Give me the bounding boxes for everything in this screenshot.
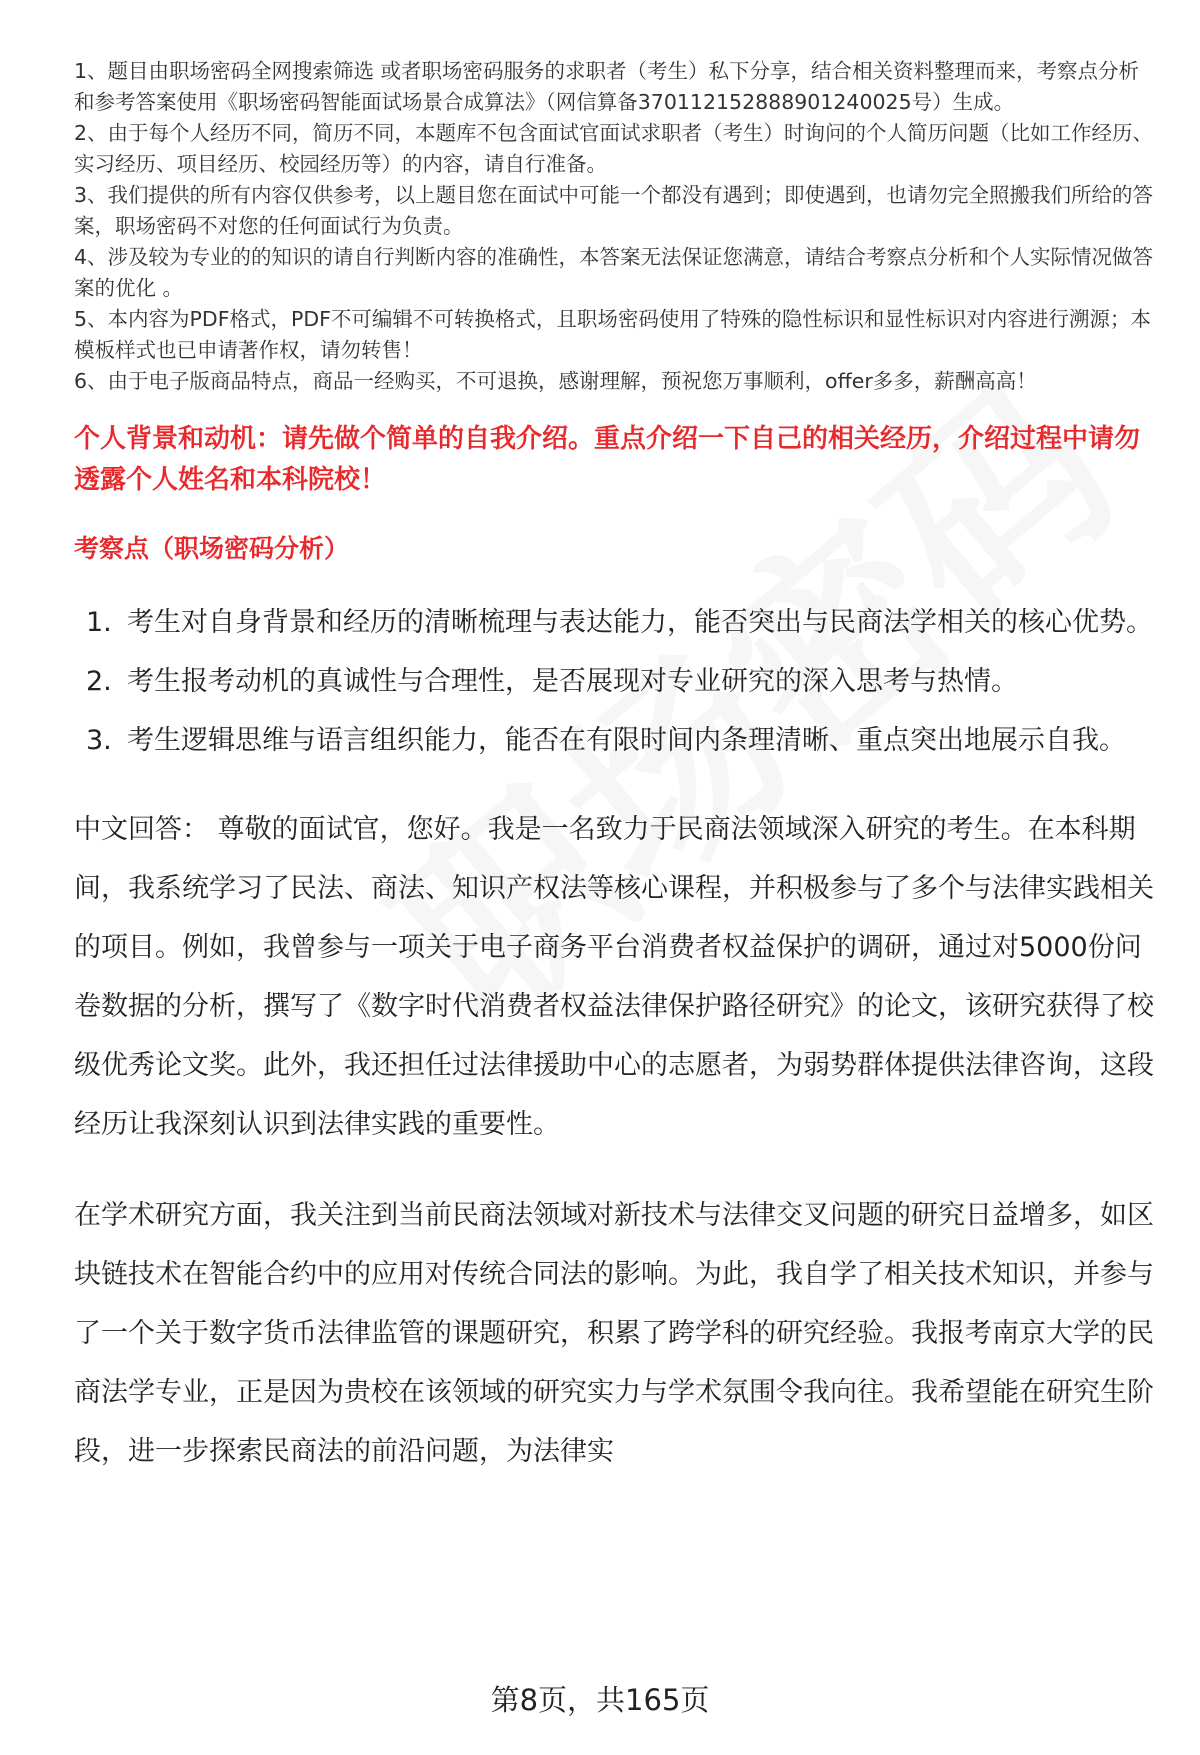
list-item-text: 考生对自身背景和经历的清晰梳理与表达能力，能否突出与民商法学相关的核心优势。 xyxy=(127,607,1153,638)
disclaimer-item: 4、涉及较为专业的的知识的请自行判断内容的准确性，本答案无法保证您满意，请结合考察点分析和个人实际情况做答案的优化 。 xyxy=(74,245,1154,300)
disclaimer-item: 6、由于电子版商品特点，商品一经购买，不可退换，感谢理解，预祝您万事顺利，offer多多，薪酬高高！ xyxy=(74,369,1037,393)
list-item xyxy=(74,593,1154,652)
disclaimer-item: 5、本内容为PDF格式，PDF不可编辑不可转换格式，且职场密码使用了特殊的隐性标识和显性标识对内容进行溯源；本模板样式也已申请著作权，请勿转售！ xyxy=(74,307,1151,362)
list-item xyxy=(74,652,1154,711)
disclaimer-item: 2、由于每个人经历不同，简历不同，本题库不包含面试官面试求职者（考生）时询问的个人简历问题（比如工作经历、实习经历、项目经历、校园经历等）的内容，请自行准备。 xyxy=(74,121,1154,176)
disclaimer-item: 1、题目由职场密码全网搜索筛选 或者职场密码服务的求职者（考生）私下分享，结合相关资料整理而来，考察点分析和参考答案使用《职场密码智能面试场景合成算法》（网信算备370112152888901240025号）生成。 xyxy=(74,59,1140,114)
list-item-number: 1. xyxy=(86,607,112,638)
list-item-number: 2. xyxy=(86,666,112,697)
disclaimer-block xyxy=(74,56,1154,397)
question-heading: 个人背景和动机：请先做个简单的自我介绍。重点介绍一下自己的相关经历，介绍过程中请勿透露个人姓名和本科院校！ xyxy=(74,424,1141,495)
list-item-text: 考生报考动机的真诚性与合理性，是否展现对专业研究的深入思考与热情。 xyxy=(127,666,1018,697)
list-item-text: 考生逻辑思维与语言组织能力，能否在有限时间内条理清晰、重点突出地展示自我。 xyxy=(127,725,1126,756)
list-item xyxy=(74,711,1154,770)
answer-paragraph: 在学术研究方面，我关注到当前民商法领域对新技术与法律交叉问题的研究日益增多，如区块链技术在智能合约中的应用对传统合同法的影响。为此，我自学了相关技术知识，并参与了一个关于数字货币法律监管的课题研究，积累了跨学科的研究经验。我报考南京大学的民商法学专业，正是因为贵校在该领域的研究实力与学术氛围令我向往。我希望能在研究生阶段，进一步探索民商法的前沿问题，为法律实 xyxy=(74,1200,1154,1467)
answer-paragraph: 中文回答： 尊敬的面试官，您好。我是一名致力于民商法领域深入研究的考生。在本科期间，我系统学习了民法、商法、知识产权法等核心课程，并积极参与了多个与法律实践相关的项目。例如，我曾参与一项关于电子商务平台消费者权益保护的调研，通过对5000份问卷数据的分析，撰写了《数字时代消费者权益法律保护路径研究》的论文，该研究获得了校级优秀论文奖。此外，我还担任过法律援助中心的志愿者，为弱势群体提供法律咨询，这段经历让我深刻认识到法律实践的重要性。 xyxy=(74,814,1154,1140)
analysis-heading: 考察点（职场密码分析） xyxy=(74,534,350,563)
document-page xyxy=(74,56,1154,1481)
page-number-footer: 第8页，共165页 xyxy=(490,1683,710,1717)
disclaimer-item: 3、我们提供的所有内容仅供参考，以上题目您在面试中可能一个都没有遇到；即使遇到，也请勿完全照搬我们所给的答案，职场密码不对您的任何面试行为负责。 xyxy=(74,183,1154,238)
analysis-points-list xyxy=(74,593,1154,770)
list-item-number: 3. xyxy=(86,725,112,756)
